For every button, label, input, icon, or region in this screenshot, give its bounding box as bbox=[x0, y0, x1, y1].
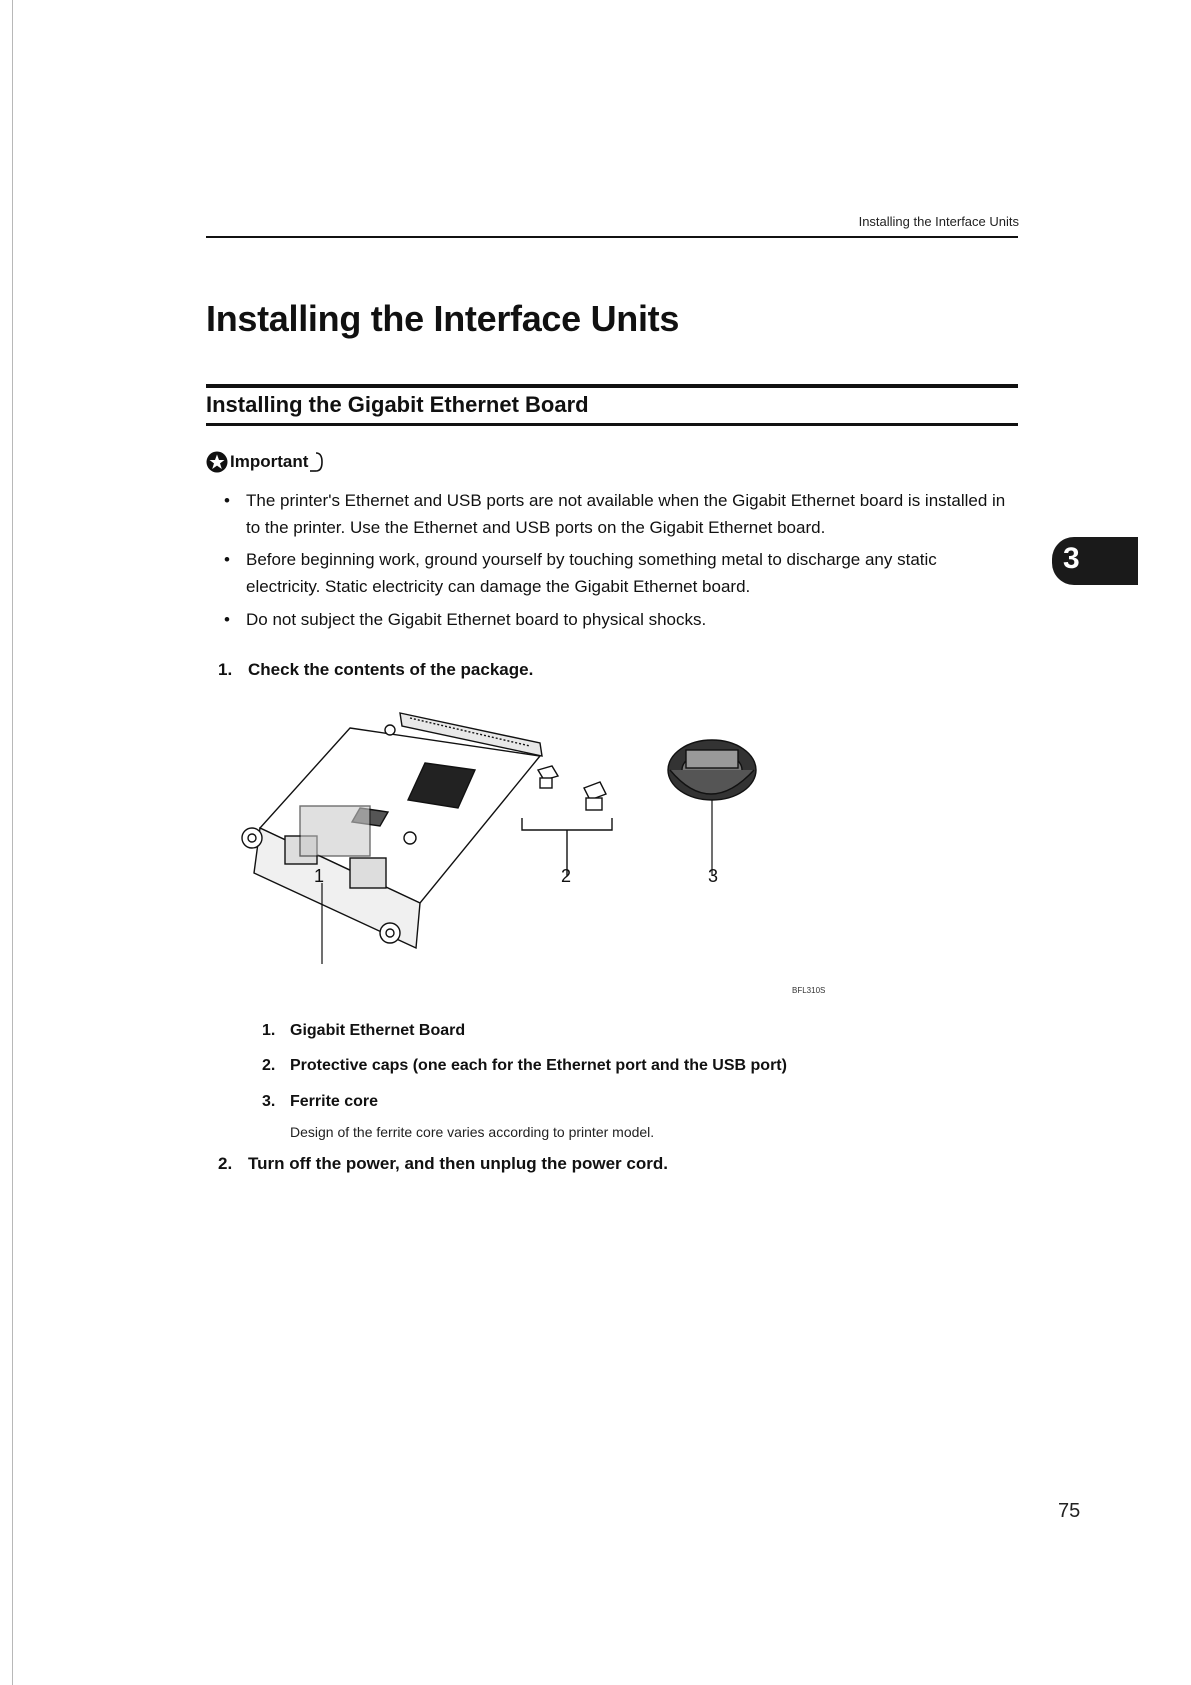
step-1 bbox=[218, 660, 533, 680]
bullet-dot-icon: • bbox=[224, 550, 230, 569]
important-label: Important bbox=[230, 452, 309, 471]
ferrite-core-illustration bbox=[668, 740, 756, 876]
important-bullet-1 bbox=[224, 487, 1024, 541]
figure-callout-3: 3 bbox=[708, 866, 719, 886]
step-number: 2. bbox=[218, 1154, 233, 1173]
gigabit-ethernet-board-illustration bbox=[242, 713, 542, 964]
page-number: 75 bbox=[1058, 1500, 1081, 1522]
section-rule-top bbox=[206, 384, 1018, 388]
bullet-line: to the printer. Use the Ethernet and USB ports on the Gigabit Ethernet board. bbox=[246, 518, 826, 537]
important-star-icon bbox=[206, 451, 228, 473]
important-notice-header bbox=[206, 449, 324, 475]
bullet-dot-icon: • bbox=[224, 610, 230, 629]
item-text: Ferrite core bbox=[290, 1093, 379, 1110]
step-text: Turn off the power, and then unplug the power cord. bbox=[248, 1154, 668, 1173]
item-text: Gigabit Ethernet Board bbox=[290, 1022, 466, 1039]
chapter-number: 3 bbox=[1063, 542, 1080, 575]
bullet-dot-icon: • bbox=[224, 491, 230, 510]
item-number: 3. bbox=[262, 1093, 276, 1110]
running-header: Installing the Interface Units bbox=[858, 214, 1019, 229]
step-number: 1. bbox=[218, 660, 233, 679]
package-contents-figure bbox=[240, 708, 860, 1008]
scan-edge bbox=[12, 0, 13, 1685]
figure-callout-2: 2 bbox=[561, 866, 572, 886]
bullet-line: The printer's Ethernet and USB ports are not available when the Gigabit Ethernet board is installed in bbox=[246, 491, 1006, 510]
section-rule-bottom bbox=[206, 423, 1018, 426]
header-rule bbox=[206, 236, 1018, 238]
important-bullet-3 bbox=[224, 606, 1024, 633]
figure-callout-1: 1 bbox=[314, 866, 325, 886]
bullet-line: Before beginning work, ground yourself by touching something metal to discharge any static bbox=[246, 550, 937, 569]
important-bullet-2 bbox=[224, 546, 1024, 600]
contents-item-2 bbox=[262, 1057, 787, 1075]
step-2 bbox=[218, 1154, 668, 1174]
item-number: 2. bbox=[262, 1057, 276, 1074]
section-title: Installing the Gigabit Ethernet Board bbox=[206, 392, 589, 417]
contents-item-3 bbox=[262, 1093, 378, 1111]
important-bracket-icon bbox=[310, 450, 324, 474]
figure-code: BFL310S bbox=[792, 986, 826, 995]
page-title: Installing the Interface Units bbox=[206, 298, 680, 339]
protective-caps-illustration bbox=[522, 766, 612, 876]
ferrite-core-note: Design of the ferrite core varies according to printer model. bbox=[290, 1124, 655, 1140]
item-text: Protective caps (one each for the Ethernet port and the USB port) bbox=[290, 1057, 787, 1074]
contents-item-1 bbox=[262, 1022, 465, 1040]
item-number: 1. bbox=[262, 1022, 276, 1039]
bullet-line: electricity. Static electricity can damage the Gigabit Ethernet board. bbox=[246, 577, 751, 596]
step-text: Check the contents of the package. bbox=[248, 660, 534, 679]
bullet-line: Do not subject the Gigabit Ethernet board to physical shocks. bbox=[246, 610, 707, 629]
